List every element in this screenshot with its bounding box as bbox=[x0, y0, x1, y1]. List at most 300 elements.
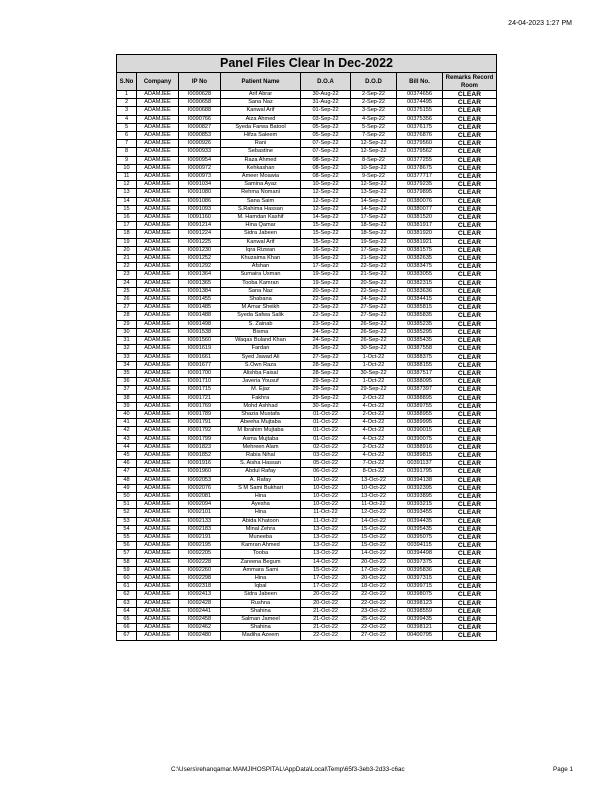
cell-remarks: CLEAR bbox=[443, 501, 497, 509]
table-row bbox=[117, 181, 497, 189]
table-row bbox=[117, 566, 497, 574]
table-row bbox=[117, 361, 497, 369]
cell-patient-name: Kamran Ahmed bbox=[221, 542, 301, 550]
cell-remarks: CLEAR bbox=[443, 427, 497, 435]
cell-doa: 17-Oct-22 bbox=[301, 574, 351, 582]
cell-bill-no: 00391795 bbox=[397, 468, 443, 476]
cell-ipno: I0092191 bbox=[179, 533, 221, 541]
cell-sno: 35 bbox=[117, 369, 137, 377]
cell-company: ADAMJEE bbox=[137, 616, 179, 624]
cell-ipno: I0091661 bbox=[179, 353, 221, 361]
cell-doa: 13-Oct-22 bbox=[301, 533, 351, 541]
cell-doa: 22-Sep-22 bbox=[301, 312, 351, 320]
cell-doa: 08-Sep-22 bbox=[301, 156, 351, 164]
cell-dod: 13-Oct-22 bbox=[351, 492, 397, 500]
cell-dod: 15-Oct-22 bbox=[351, 533, 397, 541]
cell-dod: 9-Sep-22 bbox=[351, 173, 397, 181]
cell-doa: 19-Sep-22 bbox=[301, 271, 351, 279]
cell-doa: 15-Sep-22 bbox=[301, 238, 351, 246]
cell-remarks: CLEAR bbox=[443, 386, 497, 394]
cell-ipno: I0091086 bbox=[179, 197, 221, 205]
cell-ipno: I0091852 bbox=[179, 451, 221, 459]
cell-remarks: CLEAR bbox=[443, 583, 497, 591]
cell-ipno: I0090658 bbox=[179, 99, 221, 107]
cell-doa: 10-Oct-22 bbox=[301, 484, 351, 492]
table-row bbox=[117, 624, 497, 632]
cell-dod: 17-Sep-22 bbox=[351, 246, 397, 254]
cell-doa: 10-Oct-22 bbox=[301, 501, 351, 509]
table-row bbox=[117, 263, 497, 271]
col-header-dod: D.O.D bbox=[351, 73, 397, 91]
cell-company: ADAMJEE bbox=[137, 492, 179, 500]
cell-sno: 28 bbox=[117, 312, 137, 320]
cell-dod: 15-Oct-22 bbox=[351, 542, 397, 550]
cell-patient-name: Javeria Yousuf bbox=[221, 378, 301, 386]
cell-company: ADAMJEE bbox=[137, 451, 179, 459]
cell-doa: 08-Sep-22 bbox=[301, 173, 351, 181]
cell-remarks: CLEAR bbox=[443, 345, 497, 353]
cell-doa: 03-Oct-22 bbox=[301, 451, 351, 459]
cell-remarks: CLEAR bbox=[443, 238, 497, 246]
cell-doa: 06-Oct-22 bbox=[301, 468, 351, 476]
cell-ipno: I0092428 bbox=[179, 599, 221, 607]
cell-doa: 01-Oct-22 bbox=[301, 410, 351, 418]
table-row bbox=[117, 402, 497, 410]
cell-remarks: CLEAR bbox=[443, 148, 497, 156]
cell-company: ADAMJEE bbox=[137, 132, 179, 140]
cell-remarks: CLEAR bbox=[443, 616, 497, 624]
table-row bbox=[117, 132, 497, 140]
table-row bbox=[117, 542, 497, 550]
cell-bill-no: 00388375 bbox=[397, 353, 443, 361]
cell-sno: 52 bbox=[117, 509, 137, 517]
cell-bill-no: 00380076 bbox=[397, 197, 443, 205]
table-row bbox=[117, 304, 497, 312]
cell-bill-no: 00385235 bbox=[397, 320, 443, 328]
cell-company: ADAMJEE bbox=[137, 378, 179, 386]
cell-sno: 36 bbox=[117, 378, 137, 386]
cell-dod: 14-Sep-22 bbox=[351, 197, 397, 205]
cell-sno: 22 bbox=[117, 263, 137, 271]
report-title: Panel Files Clear In Dec-2022 bbox=[117, 55, 497, 73]
cell-company: ADAMJEE bbox=[137, 107, 179, 115]
cell-patient-name: Mohd Ashhad bbox=[221, 402, 301, 410]
cell-bill-no: 00384415 bbox=[397, 296, 443, 304]
cell-doa: 29-Sep-22 bbox=[301, 394, 351, 402]
cell-doa: 16-Sep-22 bbox=[301, 246, 351, 254]
cell-remarks: CLEAR bbox=[443, 255, 497, 263]
cell-patient-name: Syeda Farwa Batool bbox=[221, 123, 301, 131]
cell-bill-no: 00397315 bbox=[397, 574, 443, 582]
cell-dod: 8-Sep-22 bbox=[351, 156, 397, 164]
cell-ipno: I0091791 bbox=[179, 419, 221, 427]
cell-doa: 19-Sep-22 bbox=[301, 279, 351, 287]
cell-company: ADAMJEE bbox=[137, 164, 179, 172]
cell-sno: 48 bbox=[117, 476, 137, 484]
cell-dod: 29-Sep-22 bbox=[351, 386, 397, 394]
cell-dod: 5-Sep-22 bbox=[351, 123, 397, 131]
cell-doa: 24-Sep-22 bbox=[301, 328, 351, 336]
cell-company: ADAMJEE bbox=[137, 419, 179, 427]
cell-dod: 18-Sep-22 bbox=[351, 230, 397, 238]
table-row bbox=[117, 353, 497, 361]
cell-patient-name: M Ibrahim Mujtaba bbox=[221, 427, 301, 435]
cell-ipno: I0092318 bbox=[179, 583, 221, 591]
cell-patient-name: Ameer Moawia bbox=[221, 173, 301, 181]
cell-ipno: I0092081 bbox=[179, 492, 221, 500]
cell-company: ADAMJEE bbox=[137, 91, 179, 99]
cell-doa: 12-Sep-22 bbox=[301, 205, 351, 213]
print-timestamp: 24-04-2023 1:27 PM bbox=[508, 20, 572, 27]
cell-dod: 14-Oct-22 bbox=[351, 550, 397, 558]
cell-sno: 16 bbox=[117, 214, 137, 222]
cell-bill-no: 00398075 bbox=[397, 591, 443, 599]
cell-remarks: CLEAR bbox=[443, 492, 497, 500]
cell-bill-no: 00374495 bbox=[397, 99, 443, 107]
cell-remarks: CLEAR bbox=[443, 394, 497, 402]
table-row bbox=[117, 238, 497, 246]
table-row bbox=[117, 279, 497, 287]
cell-dod: 13-Oct-22 bbox=[351, 476, 397, 484]
table-row bbox=[117, 271, 497, 279]
cell-remarks: CLEAR bbox=[443, 156, 497, 164]
cell-remarks: CLEAR bbox=[443, 558, 497, 566]
cell-sno: 43 bbox=[117, 435, 137, 443]
cell-ipno: I0091715 bbox=[179, 386, 221, 394]
cell-sno: 54 bbox=[117, 525, 137, 533]
cell-dod: 10-Oct-22 bbox=[351, 484, 397, 492]
cell-patient-name: Minal Zehra bbox=[221, 525, 301, 533]
panel-files-table bbox=[116, 54, 497, 641]
cell-doa: 30-Aug-22 bbox=[301, 91, 351, 99]
table-row bbox=[117, 230, 497, 238]
cell-bill-no: 00393215 bbox=[397, 501, 443, 509]
cell-doa: 24-Sep-22 bbox=[301, 337, 351, 345]
cell-ipno: I0090827 bbox=[179, 123, 221, 131]
cell-sno: 6 bbox=[117, 132, 137, 140]
cell-dod: 12-Oct-22 bbox=[351, 509, 397, 517]
cell-company: ADAMJEE bbox=[137, 328, 179, 336]
cell-bill-no: 00381575 bbox=[397, 246, 443, 254]
table-row bbox=[117, 328, 497, 336]
cell-company: ADAMJEE bbox=[137, 361, 179, 369]
cell-ipno: I0091224 bbox=[179, 230, 221, 238]
cell-company: ADAMJEE bbox=[137, 263, 179, 271]
cell-sno: 55 bbox=[117, 533, 137, 541]
cell-company: ADAMJEE bbox=[137, 402, 179, 410]
cell-bill-no: 00385815 bbox=[397, 304, 443, 312]
cell-patient-name: Tooba Kamran bbox=[221, 279, 301, 287]
cell-remarks: CLEAR bbox=[443, 591, 497, 599]
cell-dod: 20-Oct-22 bbox=[351, 558, 397, 566]
cell-doa: 29-Sep-22 bbox=[301, 378, 351, 386]
cell-doa: 23-Sep-22 bbox=[301, 320, 351, 328]
cell-bill-no: 00385295 bbox=[397, 328, 443, 336]
cell-ipno: I0091619 bbox=[179, 345, 221, 353]
cell-bill-no: 00387558 bbox=[397, 345, 443, 353]
cell-patient-name: Kehkashan bbox=[221, 164, 301, 172]
cell-dod: 21-Sep-22 bbox=[351, 255, 397, 263]
table-row bbox=[117, 205, 497, 213]
cell-sno: 13 bbox=[117, 189, 137, 197]
cell-ipno: I0091214 bbox=[179, 222, 221, 230]
cell-doa: 07-Sep-22 bbox=[301, 148, 351, 156]
cell-ipno: I0091455 bbox=[179, 296, 221, 304]
cell-company: ADAMJEE bbox=[137, 525, 179, 533]
cell-dod: 27-Sep-22 bbox=[351, 312, 397, 320]
cell-company: ADAMJEE bbox=[137, 533, 179, 541]
cell-doa: 30-Sep-22 bbox=[301, 402, 351, 410]
table-row bbox=[117, 123, 497, 131]
cell-sno: 25 bbox=[117, 287, 137, 295]
cell-doa: 12-Sep-22 bbox=[301, 197, 351, 205]
cell-bill-no: 00381917 bbox=[397, 222, 443, 230]
cell-sno: 14 bbox=[117, 197, 137, 205]
cell-ipno: I0091916 bbox=[179, 460, 221, 468]
cell-dod: 20-Sep-22 bbox=[351, 279, 397, 287]
cell-patient-name: Abdul Rafay bbox=[221, 468, 301, 476]
cell-sno: 17 bbox=[117, 222, 137, 230]
cell-dod: 10-Sep-22 bbox=[351, 164, 397, 172]
cell-sno: 37 bbox=[117, 386, 137, 394]
table-row bbox=[117, 148, 497, 156]
cell-remarks: CLEAR bbox=[443, 435, 497, 443]
cell-sno: 26 bbox=[117, 296, 137, 304]
cell-patient-name: Sana Naz bbox=[221, 287, 301, 295]
cell-bill-no: 00379895 bbox=[397, 189, 443, 197]
cell-doa: 05-Oct-22 bbox=[301, 460, 351, 468]
cell-ipno: I0091769 bbox=[179, 402, 221, 410]
cell-company: ADAMJEE bbox=[137, 320, 179, 328]
cell-company: ADAMJEE bbox=[137, 238, 179, 246]
cell-doa: 20-Oct-22 bbox=[301, 591, 351, 599]
cell-ipno: I0090688 bbox=[179, 107, 221, 115]
cell-sno: 62 bbox=[117, 591, 137, 599]
cell-sno: 44 bbox=[117, 443, 137, 451]
table-row bbox=[117, 476, 497, 484]
cell-patient-name: Sidra Jabeen bbox=[221, 230, 301, 238]
cell-bill-no: 00377717 bbox=[397, 173, 443, 181]
cell-patient-name: Syed Jawad Ali bbox=[221, 353, 301, 361]
cell-doa: 15-Sep-22 bbox=[301, 222, 351, 230]
cell-ipno: I0092462 bbox=[179, 624, 221, 632]
table-row bbox=[117, 173, 497, 181]
table-row bbox=[117, 427, 497, 435]
cell-ipno: I0091160 bbox=[179, 214, 221, 222]
cell-remarks: CLEAR bbox=[443, 164, 497, 172]
cell-patient-name: Waqas Buland Khan bbox=[221, 337, 301, 345]
cell-ipno: I0092228 bbox=[179, 558, 221, 566]
cell-sno: 39 bbox=[117, 402, 137, 410]
cell-sno: 58 bbox=[117, 558, 137, 566]
table-row bbox=[117, 509, 497, 517]
cell-bill-no: 00397375 bbox=[397, 558, 443, 566]
cell-ipno: I0092101 bbox=[179, 509, 221, 517]
cell-remarks: CLEAR bbox=[443, 484, 497, 492]
cell-bill-no: 00389755 bbox=[397, 402, 443, 410]
cell-remarks: CLEAR bbox=[443, 279, 497, 287]
cell-dod: 11-Oct-22 bbox=[351, 501, 397, 509]
cell-company: ADAMJEE bbox=[137, 99, 179, 107]
cell-dod: 4-Oct-22 bbox=[351, 427, 397, 435]
cell-ipno: I0091677 bbox=[179, 361, 221, 369]
cell-ipno: I0092480 bbox=[179, 632, 221, 640]
cell-ipno: I0091498 bbox=[179, 320, 221, 328]
cell-patient-name: Sidra Jabeen bbox=[221, 591, 301, 599]
cell-sno: 20 bbox=[117, 246, 137, 254]
cell-bill-no: 00391137 bbox=[397, 460, 443, 468]
cell-dod: 14-Oct-22 bbox=[351, 517, 397, 525]
cell-bill-no: 00381921 bbox=[397, 238, 443, 246]
cell-sno: 23 bbox=[117, 271, 137, 279]
cell-remarks: CLEAR bbox=[443, 173, 497, 181]
cell-remarks: CLEAR bbox=[443, 189, 497, 197]
cell-doa: 17-Sep-22 bbox=[301, 263, 351, 271]
cell-ipno: I0091365 bbox=[179, 279, 221, 287]
cell-dod: 27-Sep-22 bbox=[351, 304, 397, 312]
cell-patient-name: Iqbal bbox=[221, 583, 301, 591]
cell-dod: 18-Sep-22 bbox=[351, 222, 397, 230]
cell-bill-no: 00393455 bbox=[397, 509, 443, 517]
cell-remarks: CLEAR bbox=[443, 337, 497, 345]
cell-sno: 53 bbox=[117, 517, 137, 525]
cell-remarks: CLEAR bbox=[443, 263, 497, 271]
cell-dod: 22-Sep-22 bbox=[351, 287, 397, 295]
cell-bill-no: 00400795 bbox=[397, 632, 443, 640]
cell-doa: 01-Oct-22 bbox=[301, 427, 351, 435]
cell-sno: 38 bbox=[117, 394, 137, 402]
cell-company: ADAMJEE bbox=[137, 197, 179, 205]
cell-bill-no: 00383055 bbox=[397, 271, 443, 279]
cell-ipno: I0091792 bbox=[179, 427, 221, 435]
cell-bill-no: 00388095 bbox=[397, 378, 443, 386]
cell-bill-no: 00380077 bbox=[397, 205, 443, 213]
cell-sno: 11 bbox=[117, 173, 137, 181]
cell-patient-name: Raza Ahmed bbox=[221, 156, 301, 164]
cell-sno: 29 bbox=[117, 320, 137, 328]
cell-company: ADAMJEE bbox=[137, 296, 179, 304]
cell-remarks: CLEAR bbox=[443, 132, 497, 140]
cell-bill-no: 00398123 bbox=[397, 599, 443, 607]
cell-sno: 34 bbox=[117, 361, 137, 369]
cell-remarks: CLEAR bbox=[443, 402, 497, 410]
cell-company: ADAMJEE bbox=[137, 271, 179, 279]
cell-doa: 29-Sep-22 bbox=[301, 386, 351, 394]
cell-company: ADAMJEE bbox=[137, 583, 179, 591]
cell-patient-name: Arif Abrar bbox=[221, 91, 301, 99]
cell-patient-name: S.Own Raza bbox=[221, 361, 301, 369]
cell-ipno: I0092441 bbox=[179, 607, 221, 615]
cell-ipno: I0090972 bbox=[179, 164, 221, 172]
cell-sno: 27 bbox=[117, 304, 137, 312]
table-row bbox=[117, 607, 497, 615]
cell-company: ADAMJEE bbox=[137, 115, 179, 123]
cell-dod: 3-Sep-22 bbox=[351, 107, 397, 115]
cell-patient-name: Asma Mujtaba bbox=[221, 435, 301, 443]
table-row bbox=[117, 140, 497, 148]
cell-sno: 67 bbox=[117, 632, 137, 640]
cell-company: ADAMJEE bbox=[137, 156, 179, 164]
cell-remarks: CLEAR bbox=[443, 476, 497, 484]
cell-patient-name: Hifza Saleem bbox=[221, 132, 301, 140]
cell-dod: 4-Oct-22 bbox=[351, 419, 397, 427]
cell-doa: 16-Sep-22 bbox=[301, 255, 351, 263]
table-row bbox=[117, 246, 497, 254]
cell-doa: 21-Oct-22 bbox=[301, 624, 351, 632]
cell-remarks: CLEAR bbox=[443, 287, 497, 295]
cell-company: ADAMJEE bbox=[137, 123, 179, 131]
cell-dod: 27-Oct-22 bbox=[351, 632, 397, 640]
table-row bbox=[117, 115, 497, 123]
cell-dod: 2-Oct-22 bbox=[351, 394, 397, 402]
cell-doa: 02-Oct-22 bbox=[301, 443, 351, 451]
cell-patient-name: Abeeha Mujtaba bbox=[221, 419, 301, 427]
col-header-sno: S.No bbox=[117, 73, 137, 91]
table-row bbox=[117, 410, 497, 418]
cell-ipno: I0091080 bbox=[179, 189, 221, 197]
cell-company: ADAMJEE bbox=[137, 476, 179, 484]
cell-sno: 51 bbox=[117, 501, 137, 509]
cell-company: ADAMJEE bbox=[137, 501, 179, 509]
cell-sno: 30 bbox=[117, 328, 137, 336]
cell-ipno: I0091960 bbox=[179, 468, 221, 476]
cell-patient-name: Sana Naz bbox=[221, 99, 301, 107]
cell-remarks: CLEAR bbox=[443, 378, 497, 386]
cell-remarks: CLEAR bbox=[443, 205, 497, 213]
cell-bill-no: 00375155 bbox=[397, 107, 443, 115]
cell-dod: 24-Sep-22 bbox=[351, 296, 397, 304]
table-row bbox=[117, 91, 497, 99]
cell-ipno: I0092183 bbox=[179, 525, 221, 533]
cell-remarks: CLEAR bbox=[443, 312, 497, 320]
cell-sno: 5 bbox=[117, 123, 137, 131]
cell-remarks: CLEAR bbox=[443, 624, 497, 632]
cell-dod: 19-Sep-22 bbox=[351, 238, 397, 246]
table-row bbox=[117, 451, 497, 459]
cell-ipno: I0091292 bbox=[179, 263, 221, 271]
cell-sno: 9 bbox=[117, 156, 137, 164]
table-row bbox=[117, 164, 497, 172]
cell-doa: 14-Oct-22 bbox=[301, 558, 351, 566]
col-header-patient-name: Patient Name bbox=[221, 73, 301, 91]
cell-ipno: I0091225 bbox=[179, 238, 221, 246]
cell-remarks: CLEAR bbox=[443, 197, 497, 205]
cell-company: ADAMJEE bbox=[137, 246, 179, 254]
cell-company: ADAMJEE bbox=[137, 173, 179, 181]
cell-patient-name: A. Rafay bbox=[221, 476, 301, 484]
cell-company: ADAMJEE bbox=[137, 189, 179, 197]
cell-company: ADAMJEE bbox=[137, 222, 179, 230]
cell-dod: 4-Oct-22 bbox=[351, 435, 397, 443]
cell-sno: 65 bbox=[117, 616, 137, 624]
cell-patient-name: Bisma bbox=[221, 328, 301, 336]
cell-company: ADAMJEE bbox=[137, 345, 179, 353]
cell-company: ADAMJEE bbox=[137, 558, 179, 566]
cell-ipno: I0092076 bbox=[179, 484, 221, 492]
cell-doa: 05-Sep-22 bbox=[301, 132, 351, 140]
cell-patient-name: Rabia Nihal bbox=[221, 451, 301, 459]
cell-company: ADAMJEE bbox=[137, 542, 179, 550]
cell-dod: 22-Sep-22 bbox=[351, 263, 397, 271]
col-header-company: Company bbox=[137, 73, 179, 91]
cell-bill-no: 00379235 bbox=[397, 181, 443, 189]
cell-remarks: CLEAR bbox=[443, 451, 497, 459]
cell-sno: 56 bbox=[117, 542, 137, 550]
cell-patient-name: Kanwal Arif bbox=[221, 107, 301, 115]
cell-remarks: CLEAR bbox=[443, 181, 497, 189]
cell-sno: 12 bbox=[117, 181, 137, 189]
cell-bill-no: 00389815 bbox=[397, 451, 443, 459]
